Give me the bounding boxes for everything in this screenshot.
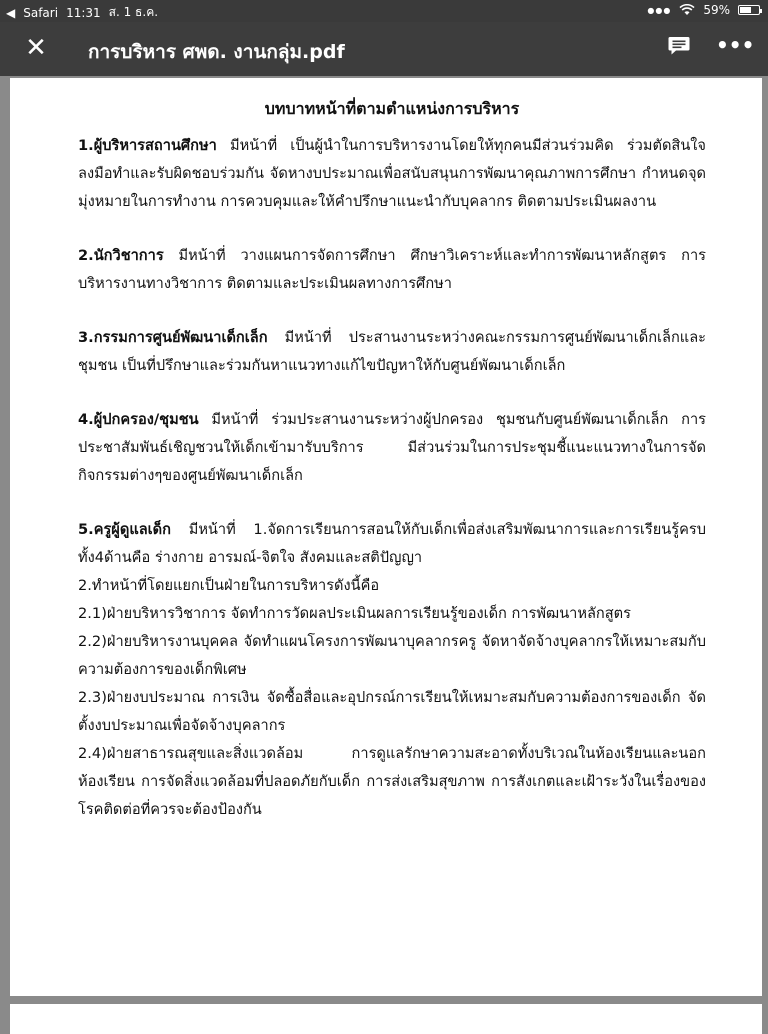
section-2 (78, 242, 706, 298)
more-icon: ••• (716, 33, 755, 57)
status-bar (0, 0, 768, 22)
section-heading: 3.กรรมการศูนย์พัฒนาเด็กเล็ก (78, 329, 268, 346)
section-4 (78, 406, 706, 490)
section-body: มีหน้าที่ ร่วมประสานงานระหว่างผู้ปกครอง ชุมชนกับศูนย์พัฒนาเด็กเล็ก การประชาสัมพันธ์เชิญชวนให้เด็กเข้ามารับบริการ มีส่วนร่วมในการประชุมชี้แนะแนวทางในการจัดกิจกรรมต่างๆของศูนย์พัฒนาเด็กเล็ก (78, 411, 706, 484)
section-body: มีหน้าที่ วางแผนการจัดการศึกษา ศึกษาวิเคราะห์และทำการพัฒนาหลักสูตร การบริหารงานทางวิชาการ ติดตามและประเมินผลทางการศึกษา (78, 247, 706, 292)
section-5-sub-1: 2.1)ฝ่ายบริหารวิชาการ จัดทำการวัดผลประเมินผลการเรียนรู้ของเด็ก การพัฒนาหลักสูตร (78, 605, 631, 622)
pdf-toolbar (0, 22, 768, 76)
section-body: มีหน้าที่ เป็นผู้นำในการบริหารงานโดยให้ทุกคนมีส่วนร่วมคิด ร่วมตัดสินใจ ลงมือทำและรับผิดชอบร่วมกัน จัดหางบประมาณเพื่อสนับสนุนการพัฒนาคุณภาพการศึกษา กำหนดจุดมุ่งหมายในการทำงาน การควบคุมและให้คำปรึกษาแนะนำกับบุคลากร ติดตามประเมินผลงาน (78, 137, 706, 210)
document-filename: การบริหาร ศพด. งานกลุ่ม.pdf (88, 41, 345, 63)
status-time: 11:31 (66, 5, 101, 20)
status-bar-right (647, 3, 760, 17)
back-to-app-icon[interactable]: ◀ (6, 5, 16, 20)
next-pdf-page[interactable] (10, 1004, 762, 1034)
section-1 (78, 132, 706, 216)
section-heading: 1.ผู้บริหารสถานศึกษา (78, 137, 217, 154)
section-5-intro (78, 516, 706, 572)
section-heading: 2.นักวิชาการ (78, 247, 164, 264)
status-bar-left (6, 3, 158, 22)
section-3 (78, 324, 706, 380)
section-heading: 5.ครูผู้ดูแลเด็ก (78, 521, 171, 538)
close-button[interactable] (20, 32, 52, 64)
section-5 (78, 516, 706, 824)
section-5-sub-2: 2.2)ฝ่ายบริหารงานบุคคล จัดทำแผนโครงการพัฒนาบุคลากรครู จัดหาจัดจ้างบุคลากรให้เหมาะสมกับความต้องการของเด็กพิเศษ (78, 633, 706, 678)
battery-percent: 59% (703, 3, 730, 17)
signal-icon: ●●● (647, 5, 672, 15)
wifi-icon (679, 4, 695, 16)
close-icon: ✕ (25, 33, 47, 63)
comment-button[interactable] (668, 36, 690, 56)
document-body (78, 96, 706, 824)
section-body: มีหน้าที่ ประสานงานระหว่างคณะกรรมการศูนย์พัฒนาเด็กเล็กและชุมชน เป็นที่ปรึกษาและร่วมกันหาแนวทางแก้ไขปัญหาให้กับศูนย์พัฒนาเด็กเล็ก (78, 329, 706, 374)
section-body: มีหน้าที่ 1.จัดการเรียนการสอนให้กับเด็กเพื่อส่งเสริมพัฒนาการและการเรียนรู้ครบทั้ง4ด้านคือ ร่างกาย อารมณ์-จิตใจ สังคมและสติปัญญา (78, 521, 706, 566)
pdf-page[interactable] (10, 78, 762, 996)
section-5-item-2: 2.ทำหน้าที่โดยแยกเป็นฝ่ายในการบริหารดังนี้คือ (78, 577, 380, 594)
battery-icon (738, 5, 760, 15)
section-heading: 4.ผู้ปกครอง/ชุมชน (78, 411, 199, 428)
document-title: บทบาทหน้าที่ตามตำแหน่งการบริหาร (264, 99, 520, 118)
more-button[interactable] (716, 33, 755, 58)
status-date: ส. 1 ธ.ค. (108, 5, 159, 19)
section-5-sub-3: 2.3)ฝ่ายงบประมาณ การเงิน จัดซื้อสื่อและอุปกรณ์การเรียนให้เหมาะสมกับความต้องการของเด็ก จัดตั้งงบประมาณเพื่อจัดจ้างบุคลากร (78, 689, 706, 734)
section-5-sub-4: 2.4)ฝ่ายสาธารณสุขและสิ่งแวดล้อม การดูแลรักษาความสะอาดทั้งบริเวณในห้องเรียนและนอกห้องเรียน การจัดสิ่งแวดล้อมที่ปลอดภัยกับเด็ก การส่งเสริมสุขภาพ การสังเกตและเฝ้าระวังในเรื่องของ โรคติดต่อที่ควรจะต้องป้องกัน (78, 745, 706, 818)
comment-icon (668, 36, 690, 56)
battery-fill (740, 7, 751, 13)
back-app-label[interactable]: Safari (23, 5, 59, 20)
